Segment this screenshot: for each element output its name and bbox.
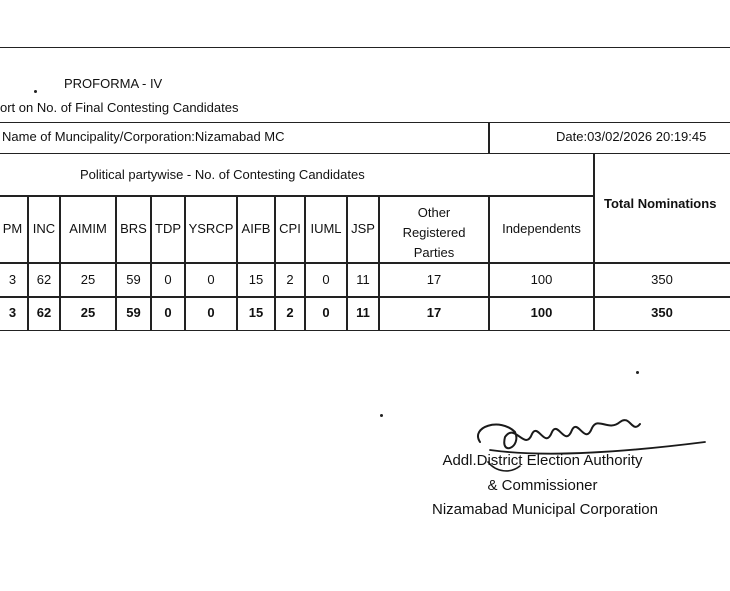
total-cell: 0 bbox=[164, 305, 172, 320]
header-rule bbox=[0, 262, 730, 264]
table-cell: 62 bbox=[36, 272, 52, 287]
total-cell: 2 bbox=[286, 305, 294, 320]
total-cell: 59 bbox=[126, 305, 141, 320]
top-rule bbox=[0, 47, 730, 48]
table-cell: 3 bbox=[8, 272, 17, 287]
signatory-title: Addl.District Election Authority bbox=[442, 452, 643, 469]
total-cell: 3 bbox=[8, 305, 17, 320]
total-cell: 100 bbox=[530, 305, 553, 320]
table-cell: 15 bbox=[248, 272, 264, 287]
total-cell: 0 bbox=[207, 305, 215, 320]
table-cell: 17 bbox=[426, 272, 442, 287]
total-cell: 0 bbox=[322, 305, 330, 320]
info-divider bbox=[488, 122, 490, 154]
total-cell: 62 bbox=[36, 305, 52, 320]
row-rule bbox=[0, 296, 730, 298]
table-cell: 11 bbox=[356, 272, 370, 287]
total-cell: 15 bbox=[248, 305, 264, 320]
col-header-other-line: Parties bbox=[413, 245, 455, 260]
col-header-iuml: IUML bbox=[310, 221, 342, 236]
table-cell: 25 bbox=[80, 272, 96, 287]
col-header-cpi: CPI bbox=[279, 221, 301, 236]
total-cell: 17 bbox=[426, 305, 442, 320]
col-header-other-line: Other bbox=[417, 205, 451, 220]
col-header-ysrcp: YSRCP bbox=[188, 221, 234, 236]
total-cell: 350 bbox=[651, 305, 673, 320]
signatory-subtitle: & Commissioner bbox=[487, 477, 598, 494]
report-date: Date:03/02/2026 20:19:45 bbox=[556, 129, 707, 144]
col-header-pm: PM bbox=[2, 221, 23, 236]
table-cell: 59 bbox=[126, 272, 141, 287]
col-header-tdp: TDP bbox=[155, 221, 181, 236]
total-nominations-header: Total Nominations bbox=[604, 196, 717, 211]
total-cell: 11 bbox=[356, 305, 370, 320]
col-header-brs: BRS bbox=[120, 221, 147, 236]
table-cell: 350 bbox=[651, 272, 673, 287]
col-header-aifb: AIFB bbox=[241, 221, 271, 236]
col-header-other-line: Registered bbox=[402, 225, 466, 240]
total-cell: 25 bbox=[80, 305, 96, 320]
municipality-label: Name of Muncipality/Corporation:Nizamabad MC bbox=[2, 129, 285, 144]
col-header-inc: INC bbox=[32, 221, 56, 236]
table-cell: 0 bbox=[207, 272, 215, 287]
proforma-title: PROFORMA - IV bbox=[64, 76, 163, 91]
party-group-header: Political partywise - No. of Contesting Candidates bbox=[80, 167, 365, 182]
col-header-other-parties bbox=[379, 203, 489, 263]
report-title: ort on No. of Final Contesting Candidates bbox=[0, 100, 239, 115]
table-cell: 100 bbox=[530, 272, 553, 287]
col-header-independents: Independents bbox=[502, 221, 581, 236]
stray-mark bbox=[380, 414, 383, 417]
table-cell: 0 bbox=[164, 272, 172, 287]
signatory-organization: Nizamabad Municipal Corporation bbox=[432, 501, 658, 518]
stray-mark bbox=[636, 371, 639, 374]
table-cell: 0 bbox=[322, 272, 330, 287]
col-header-aimim: AIMIM bbox=[69, 221, 107, 236]
col-header-jsp: JSP bbox=[351, 221, 375, 236]
stray-mark bbox=[34, 90, 37, 93]
table-cell: 2 bbox=[286, 272, 294, 287]
group-header-rule bbox=[0, 195, 593, 197]
